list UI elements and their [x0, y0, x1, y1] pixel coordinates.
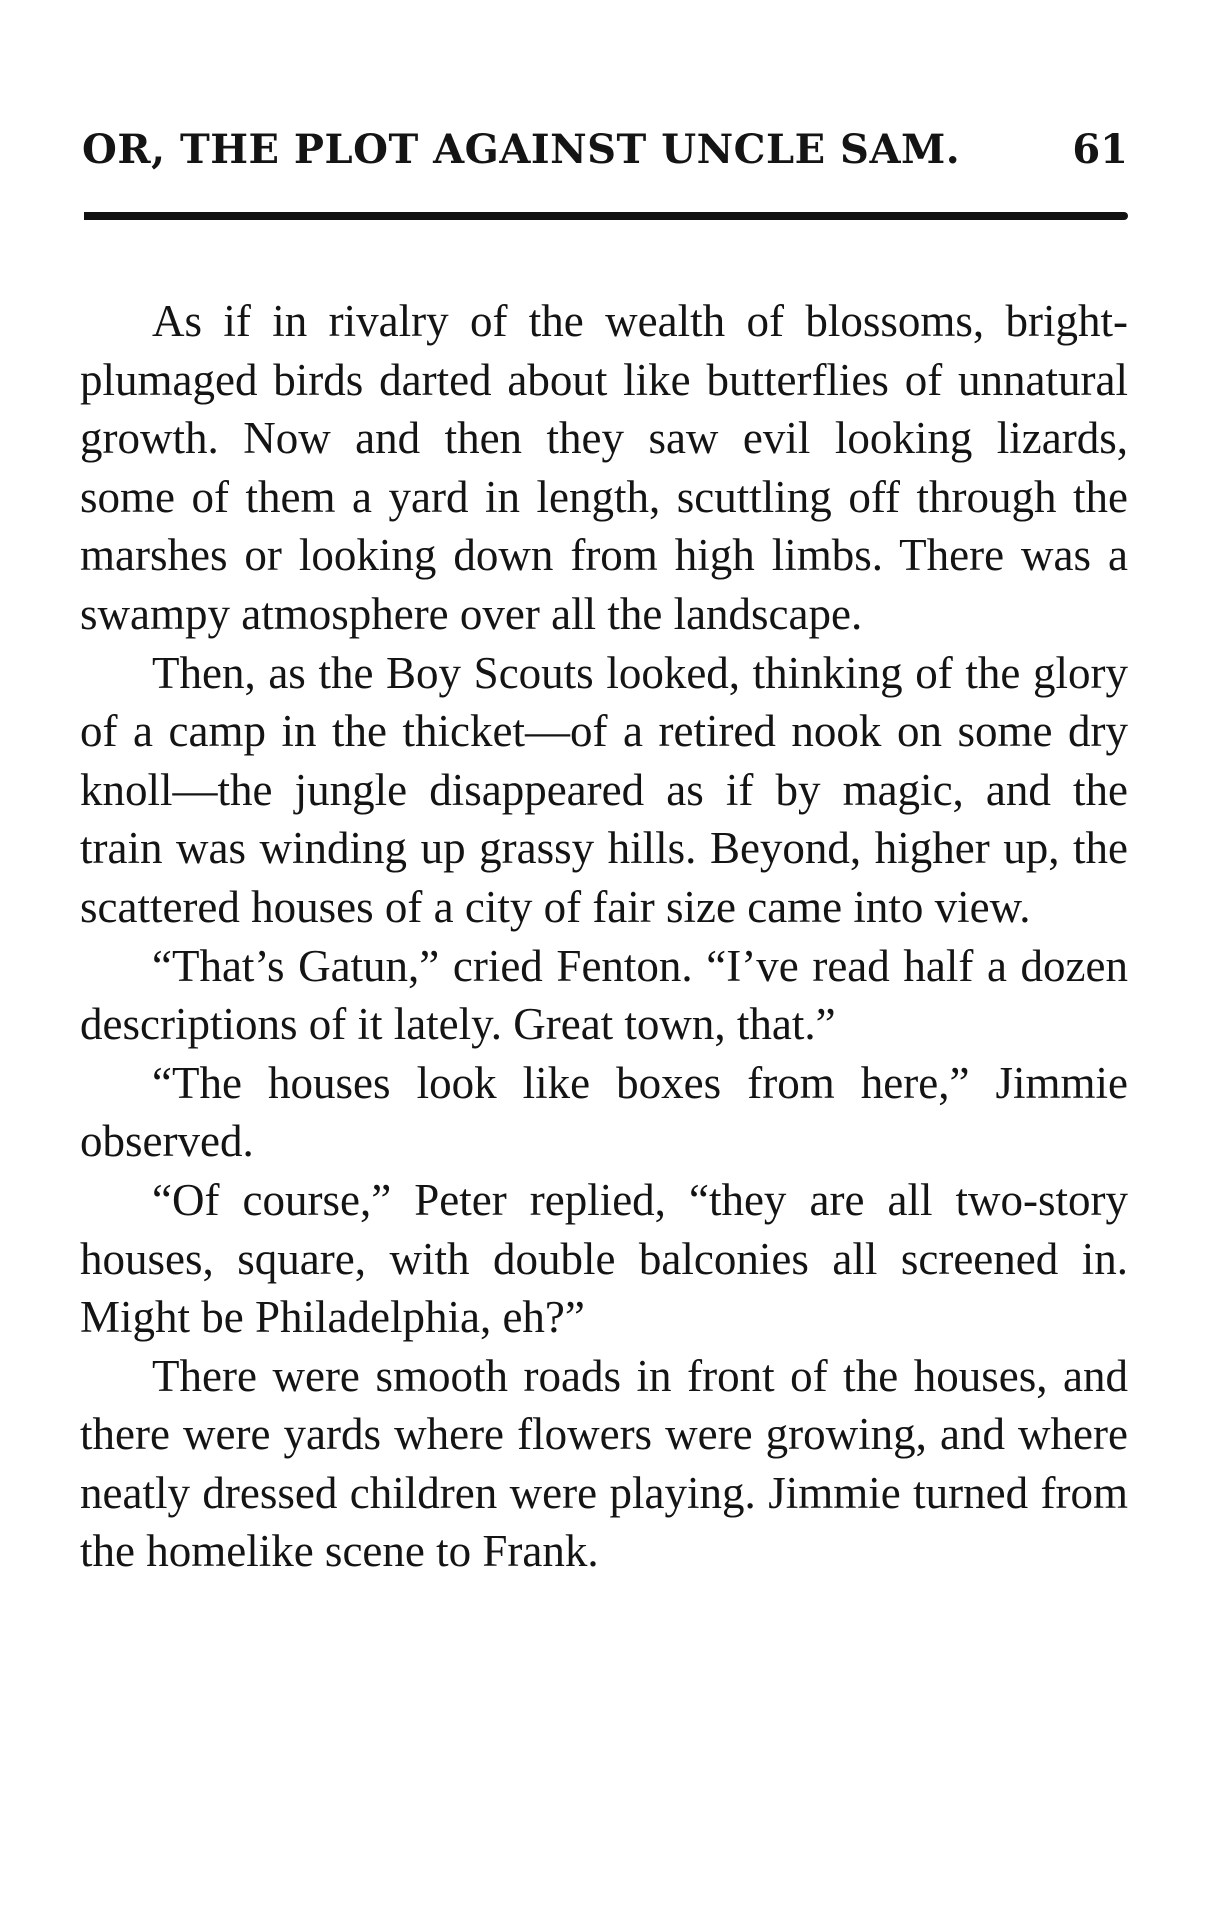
running-head [82, 120, 1128, 180]
paragraph: Then, as the Boy Scouts looked, thinking of the glory of a camp in the thicket—of a retired nook on some dry knoll—the jungle disappeared as if by magic, and the train was winding up grassy hills. Beyond, higher up, the scattered houses of a city of fair size came into view. [80, 647, 1128, 932]
paragraph: “Of course,” Peter replied, “they are all two-story houses, square, with double balconies all screened in. Might be Philadelphia, eh?” [80, 1174, 1128, 1343]
paragraph: There were smooth roads in front of the houses, and there were yards where flowers were growing, and where neatly dressed children were playing. Jimmie turned from the homelike scene to Frank. [80, 1350, 1128, 1577]
header-rule [84, 212, 1128, 220]
paragraph: As if in rivalry of the wealth of blossoms, bright-plumaged birds darted about like butterflies of unnatural growth. Now and then they saw evil looking lizards, some of them a yard in length, scuttling off through the marshes or looking down from high limbs. There was a swampy atmosphere over all the landscape. [80, 296, 1128, 639]
running-title: OR, THE PLOT AGAINST UNCLE SAM. [82, 126, 961, 173]
paragraph: “That’s Gatun,” cried Fenton. “I’ve read half a dozen descriptions of it lately. Great town, that.” [80, 940, 1128, 1050]
page-number: 61 [1072, 126, 1128, 173]
paragraph: “The houses look like boxes from here,” Jimmie observed. [80, 1057, 1128, 1167]
body-text [80, 292, 1128, 1581]
